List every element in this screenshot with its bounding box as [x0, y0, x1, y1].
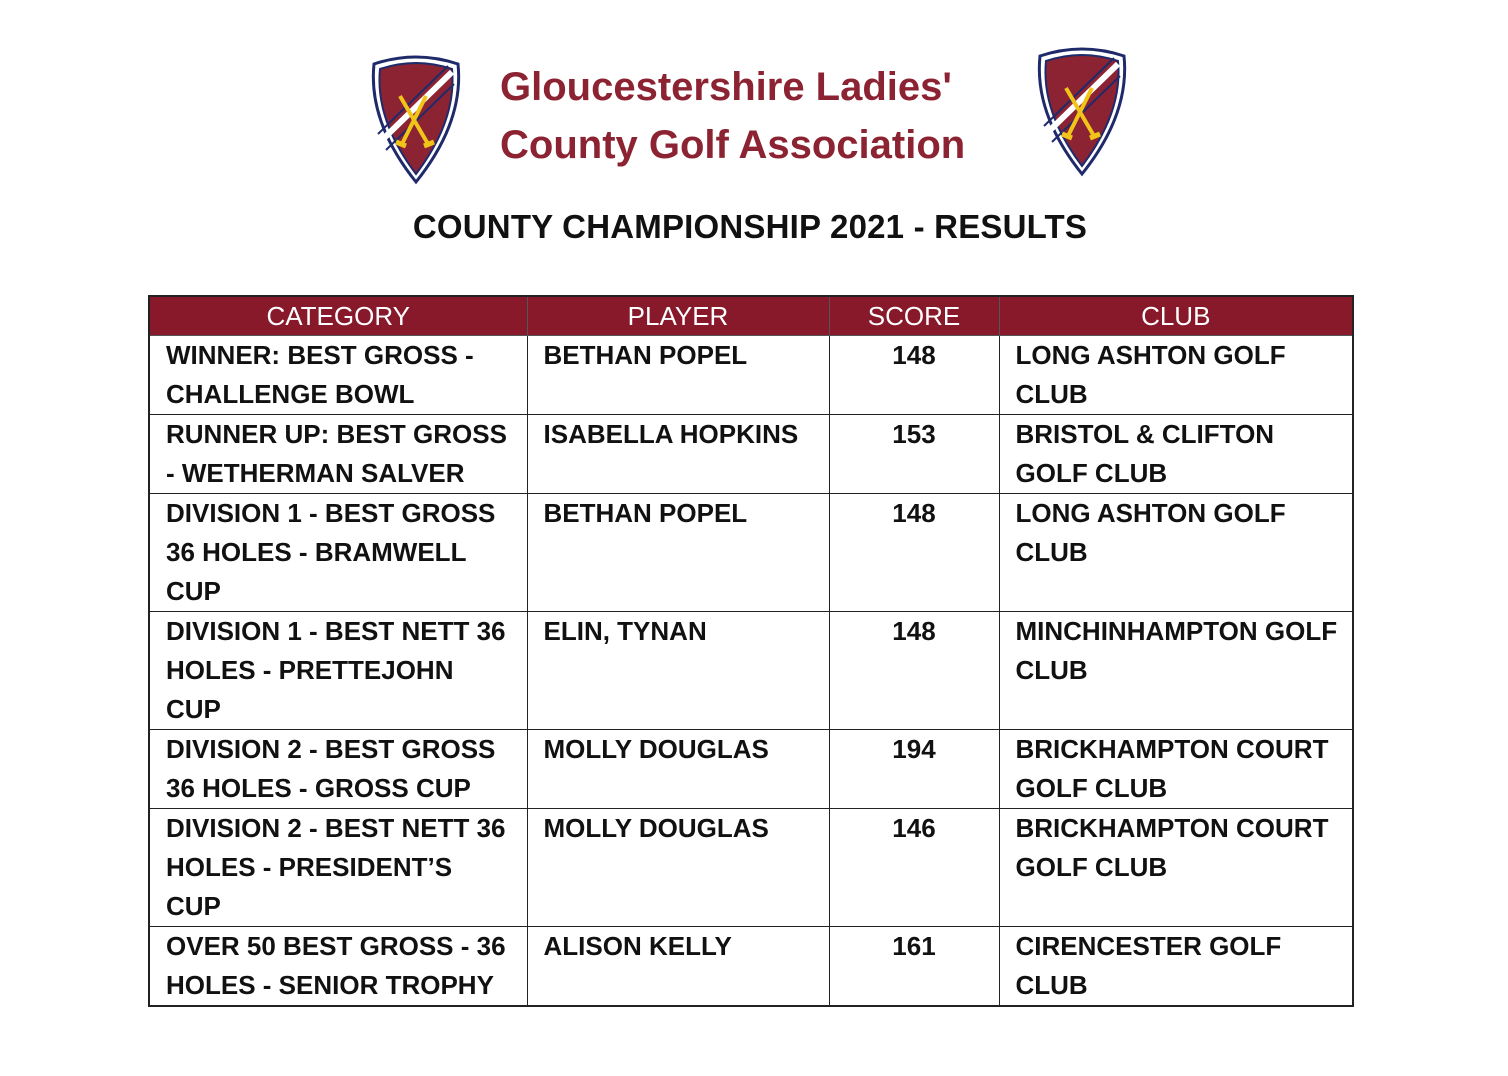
category-cell: OVER 50 BEST GROSS - 36 HOLES - SENIOR TROPHY	[149, 927, 527, 1007]
category-cell: RUNNER UP: BEST GROSS - WETHERMAN SALVER	[149, 415, 527, 494]
table-row	[149, 927, 1353, 1007]
player-cell: ELIN, TYNAN	[527, 612, 829, 730]
club-cell: BRISTOL & CLIFTON GOLF CLUB	[999, 415, 1353, 494]
category-cell: DIVISION 2 - BEST GROSS 36 HOLES - GROSS CUP	[149, 730, 527, 809]
player-cell: MOLLY DOUGLAS	[527, 809, 829, 927]
score-cell: 153	[829, 415, 999, 494]
results-table	[148, 295, 1354, 1007]
page-title: COUNTY CHAMPIONSHIP 2021 - RESULTS	[412, 208, 1088, 245]
org-name-line2: County Golf Association	[500, 123, 966, 167]
category-cell: DIVISION 1 - BEST GROSS 36 HOLES - BRAMWELL CUP	[149, 494, 527, 612]
table-row	[149, 809, 1353, 927]
category-cell: DIVISION 2 - BEST NETT 36 HOLES - PRESIDENT’S CUP	[149, 809, 527, 927]
player-cell: ISABELLA HOPKINS	[527, 415, 829, 494]
table-row	[149, 494, 1353, 612]
player-cell: BETHAN POPEL	[527, 336, 829, 415]
club-cell: BRICKHAMPTON COURT GOLF CLUB	[999, 730, 1353, 809]
player-cell: MOLLY DOUGLAS	[527, 730, 829, 809]
crest-logo-icon	[1032, 44, 1132, 179]
category-cell: WINNER: BEST GROSS - CHALLENGE BOWL	[149, 336, 527, 415]
score-cell: 194	[829, 730, 999, 809]
column-header-club: CLUB	[999, 296, 1353, 336]
club-cell: CIRENCESTER GOLF CLUB	[999, 927, 1353, 1007]
table-row	[149, 730, 1353, 809]
player-cell: ALISON KELLY	[527, 927, 829, 1007]
table-header-row	[149, 296, 1353, 336]
score-cell: 148	[829, 494, 999, 612]
page-header	[0, 40, 1508, 190]
table-row	[149, 415, 1353, 494]
org-name	[500, 58, 965, 174]
column-header-category: CATEGORY	[149, 296, 527, 336]
column-header-player: PLAYER	[527, 296, 829, 336]
player-cell: BETHAN POPEL	[527, 494, 829, 612]
club-cell: MINCHINHAMPTON GOLF CLUB	[999, 612, 1353, 730]
score-cell: 161	[829, 927, 999, 1007]
club-cell: BRICKHAMPTON COURT GOLF CLUB	[999, 809, 1353, 927]
column-header-score: SCORE	[829, 296, 999, 336]
crest-logo-icon	[366, 52, 466, 187]
org-name-line1: Gloucestershire Ladies'	[500, 65, 952, 109]
club-cell: LONG ASHTON GOLF CLUB	[999, 494, 1353, 612]
score-cell: 148	[829, 612, 999, 730]
category-cell: DIVISION 1 - BEST NETT 36 HOLES - PRETTEJOHN CUP	[149, 612, 527, 730]
table-row	[149, 612, 1353, 730]
club-cell: LONG ASHTON GOLF CLUB	[999, 336, 1353, 415]
score-cell: 146	[829, 809, 999, 927]
table-row	[149, 336, 1353, 415]
score-cell: 148	[829, 336, 999, 415]
